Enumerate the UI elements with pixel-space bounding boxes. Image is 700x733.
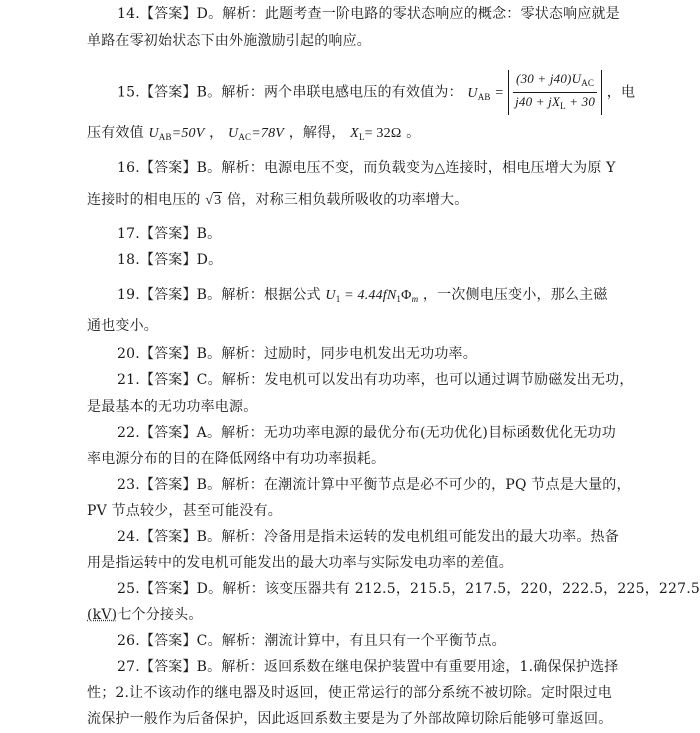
uab-symbol: $U_{AB}$ — [467, 85, 491, 102]
answer-14-line-2: 单路在零初始状态下由外施激励引起的响应。 — [87, 33, 371, 49]
kv-unit: (kV) — [87, 607, 118, 623]
answer-25-line-2: (kV)七个分接头。 — [87, 607, 203, 623]
voltage-fraction — [508, 70, 602, 115]
answer-22-line-1: 22.【答案】A。解析：无功功率电源的最优分布(无功优化)目标函数优化无功功 — [117, 425, 616, 441]
answer-16-line-2: 连接时的相电压的 √3 倍，对称三相负载所吸收的功率增大。 — [87, 190, 691, 211]
answer-15-line-end: ，电 — [606, 84, 636, 101]
answer-23-line-2: PV 节点较少，甚至可能没有。 — [87, 503, 282, 519]
answer-15-text: 15.【答案】B。解析：两个串联电感电压的有效值为： — [117, 84, 463, 101]
answer-26: 26.【答案】C。解析：潮流计算中，有且只有一个平衡节点。 — [117, 633, 506, 649]
answer-22-line-2: 率电源分布的目的在降低网络中有功功率损耗。 — [87, 451, 386, 467]
answer-15-line-2: 压有效值 $U_{AB}=50V$ ， $U_{AC}=78V$ ，解得， $X_L= 32\Omega$ 。 — [87, 125, 421, 142]
answer-21-line-1: 21.【答案】C。解析：发电机可以发出有功功率，也可以通过调节励磁发出无功， — [117, 372, 634, 388]
answer-19-line-1: 19.【答案】B。解析：根据公式 $U_1 = 4.44fN_1\Phi_m$ ，一次侧电压变小，那么主磁 — [117, 287, 608, 304]
fraction-denominator: $j40 + jX_L + 30$ — [515, 94, 596, 111]
answer-20: 20.【答案】B。解析：过励时，同步电机发出无功功率。 — [117, 346, 477, 362]
answer-21-line-2: 是最基本的无功功率电源。 — [87, 399, 258, 415]
answer-16-line-1: 16.【答案】B。解析：电源电压不变，而负载变为△连接时，相电压增大为原 Y — [117, 160, 616, 176]
answer-25-line-1: 25.【答案】D。解析：该变压器共有 212.5，215.5，217.5，220，222.5，225，227.5 — [117, 581, 700, 597]
answer-17: 17.【答案】B。 — [117, 226, 222, 242]
answer-27-line-3: 流保护一般作为后备保护，因此返回系数主要是为了外部故障切除后能够可靠返回。 — [87, 711, 613, 727]
answer-18: 18.【答案】D。 — [117, 252, 223, 268]
answer-24-line-1: 24.【答案】B。解析：冷备用是指未运转的发电机组可能发出的最大功率。热备 — [117, 529, 619, 545]
fraction-numerator: $(30 + j40)U_{AC}$ — [513, 70, 597, 93]
answer-23-line-1: 23.【答案】B。解析：在潮流计算中平衡节点是必不可少的，PQ 节点是大量的， — [117, 477, 631, 493]
uac-value: $U_{AC}=78V$ — [228, 126, 285, 142]
answer-14-line-1: 14.【答案】D。解析：此题考查一阶电路的零状态响应的概念：零状态响应就是 — [117, 6, 620, 22]
transformer-formula: $U_1 = 4.44fN_1\Phi_m$ — [325, 288, 419, 304]
answer-15-line-1 — [117, 70, 691, 115]
xl-value: $X_L= 32\Omega$ — [350, 126, 402, 142]
equals-sign: = — [495, 85, 504, 101]
answer-19-line-2: 通也变小。 — [87, 318, 158, 334]
answer-27-line-1: 27.【答案】B。解析：返回系数在继电保护装置中有重要用途，1.确保保护选择 — [117, 659, 619, 675]
uab-value: $U_{AB}=50V$ — [148, 126, 205, 142]
sqrt-three: √3 — [205, 193, 222, 208]
answer-24-line-2: 用是指运转中的发电机可能发出的最大功率与实际发电功率的差值。 — [87, 555, 513, 571]
answer-27-line-2: 性；2.让不该动作的继电器及时返回，使正常运行的部分系统不被切除。定时限过电 — [87, 685, 612, 701]
